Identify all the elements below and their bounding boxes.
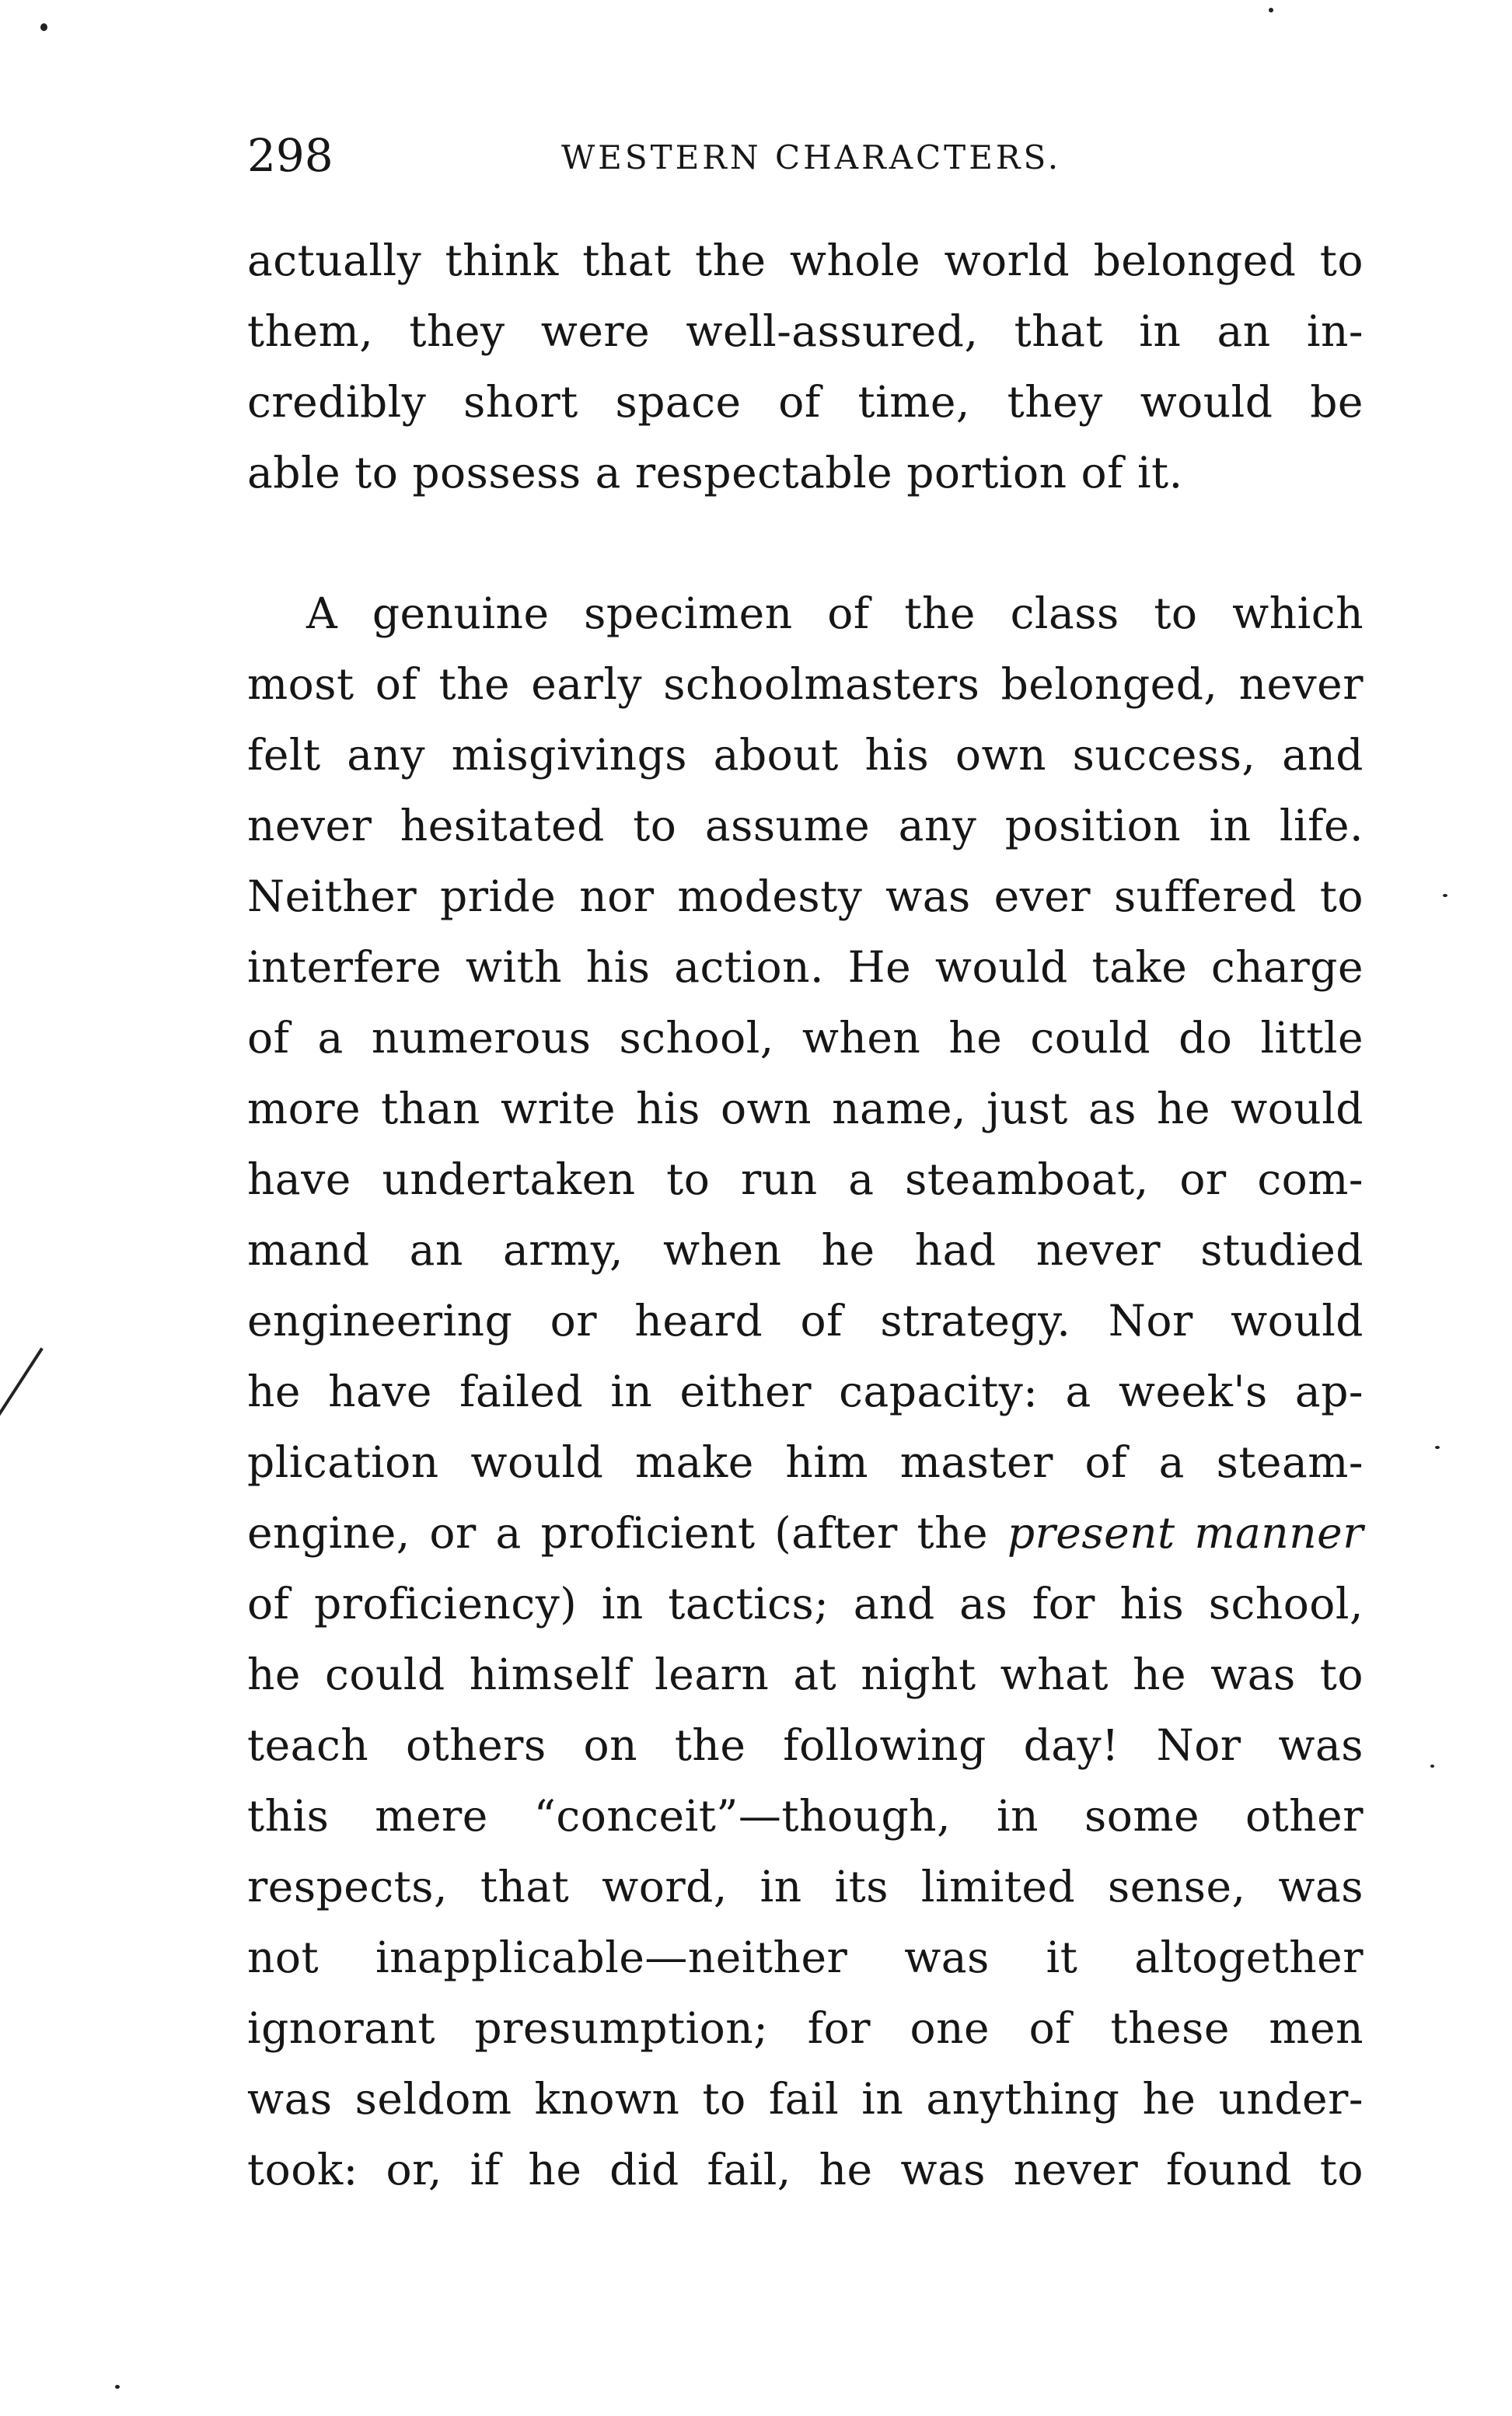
margin-pencil-mark — [0, 1347, 44, 1426]
text-line: of a numerous school, when he could do little — [247, 1013, 1364, 1063]
text-line: was seldom known to fail in anything he under- — [247, 2074, 1364, 2124]
scan-speck — [1269, 8, 1273, 12]
scan-speck — [1435, 1446, 1440, 1449]
text-line: not inapplicable—neither was it altogether — [247, 1932, 1364, 1982]
text-line: have undertaken to run a steamboat, or com- — [247, 1154, 1364, 1204]
text-line: actually think that the whole world belonged to — [247, 236, 1364, 285]
scan-speck — [40, 23, 47, 31]
text-line: teach others on the following day! Nor was — [247, 1720, 1364, 1770]
running-head: WESTERN CHARACTERS. — [561, 138, 1062, 176]
text-line: mand an army, when he had never studied — [247, 1225, 1364, 1275]
text-line: he could himself learn at night what he was to — [247, 1650, 1364, 1699]
text-line — [247, 1498, 1364, 1569]
text-line: engineering or heard of strategy. Nor would — [247, 1296, 1364, 1346]
text-line: them, they were well-assured, that in an in- — [247, 306, 1364, 356]
paragraph — [247, 578, 1364, 2205]
text-line: felt any misgivings about his own success, and — [247, 730, 1364, 780]
page-number: 298 — [247, 129, 333, 182]
text-line: credibly short space of time, they would be — [247, 377, 1364, 427]
text-line: A genuine specimen of the class to which — [306, 588, 1364, 638]
text-line: took: or, if he did fail, he was never found to — [247, 2145, 1364, 2194]
text-line: respects, that word, in its limited sense, was — [247, 1862, 1364, 1912]
text-line: never hesitated to assume any position in life. — [247, 801, 1364, 850]
text-line: able to possess a respectable portion of it. — [247, 448, 1183, 498]
text-line: interfere with his action. He would take charge — [247, 942, 1364, 992]
page-header — [247, 124, 1367, 187]
scan-speck — [115, 2385, 120, 2389]
text-line: of proficiency) in tactics; and as for his school, — [247, 1579, 1364, 1629]
italic-phrase: present manner — [1007, 1508, 1364, 1558]
body-text — [247, 225, 1364, 2205]
scan-speck — [1443, 894, 1447, 897]
scan-speck — [1430, 1765, 1434, 1768]
text-line: more than write his own name, just as he would — [247, 1084, 1364, 1133]
text-line: Neither pride nor modesty was ever suffered to — [247, 871, 1364, 921]
text-segment: engine, or a proficient (after the — [247, 1508, 1007, 1558]
text-line: most of the early schoolmasters belonged, never — [247, 659, 1364, 709]
text-line: plication would make him master of a steam- — [247, 1437, 1364, 1487]
paragraph — [247, 225, 1364, 508]
text-line: he have failed in either capacity: a week's ap- — [247, 1367, 1364, 1416]
paragraph-break — [247, 508, 1364, 578]
text-line: ignorant presumption; for one of these men — [247, 2003, 1364, 2053]
text-line: this mere “conceit”—though, in some other — [247, 1791, 1364, 1841]
